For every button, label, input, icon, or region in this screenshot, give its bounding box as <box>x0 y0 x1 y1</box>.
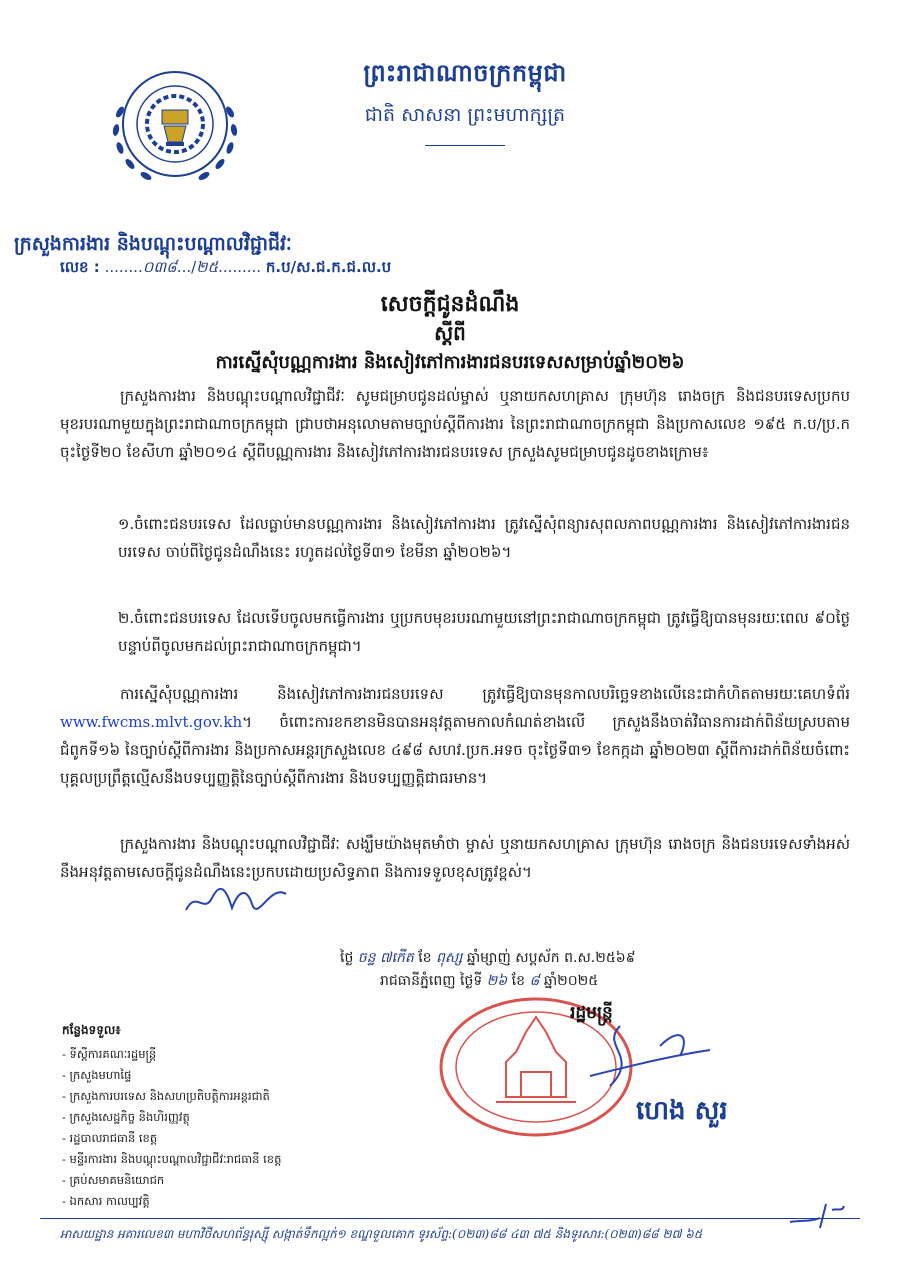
recipients-title: កន្លែងទទួល៖ <box>62 1023 121 1037</box>
website-link[interactable]: www.fwcms.mlvt.gov.kh <box>60 713 243 731</box>
list-item: - គ្រប់សមាគមនិយោជក <box>62 1173 165 1187</box>
list-item: - ក្រសួងសេដ្ឋកិច្ច និងហិរញ្ញវត្ថុ <box>62 1110 190 1124</box>
application-text-before: ការស្នើសុំបណ្ណការងារ និងសៀវភៅការងារជនបរទេស ត្រូវធ្វើឱ្យបានមុនកាលបរិច្ឆេទខាងលើនេះជាកំហិតតាមរយៈគេហទំព័រ <box>120 685 850 703</box>
kingdom-header <box>300 58 630 149</box>
date-block <box>330 948 830 992</box>
solar-date: រាជធានីភ្នំពេញ ថ្ងៃទី ២៦ ខែ ៨ ឆ្នាំ២០២៥ <box>380 973 599 989</box>
list-item: ១.ចំពោះជនបរទេស ដែលធ្លាប់មានបណ្ណការងារ និងសៀវភៅការងារ ត្រូវស្នើសុំពន្យារសុពលភាពបណ្ណការងារ និងសៀវភៅការងារជនបរទេស ចាប់ពីថ្ងៃជូនដំណឹងនេះ រហូតដល់ថ្ងៃទី៣១ ខែមីនា ឆ្នាំ២០២៦។ <box>118 515 850 561</box>
lunar-month-handwritten: ពុស្ស <box>435 950 463 966</box>
notice-subject: ការស្នើសុំបណ្ណការងារ និងសៀវភៅការងារជនបរទេសសម្រាប់ឆ្នាំ២០២៦ <box>215 352 685 373</box>
lunar-day-handwritten: ចន្ទ ៧កើត <box>357 950 414 966</box>
reference-year: ២៥ <box>196 258 219 276</box>
list-item: ២.ចំពោះជនបរទេស ដែលទើបចូលមកធ្វើការងារ ឬប្រកបមុខរបរណាមួយនៅព្រះរាជាណាចក្រកម្ពុជា ត្រូវធ្វើឱ្យបានមុនរយៈពេល ៩០ថ្ងៃ បន្ទាប់ពីចូលមកដល់ព្រះរាជាណាចក្រកម្ពុជា។ <box>118 609 850 655</box>
footer-address: អាសយដ្ឋាន អគារលេខ៣ មហាវិថីសហព័ន្ធរុស្ស៊ី សង្កាត់ទឹកល្អក់១ ខណ្ឌទួលគោក ទូរស័ព្ទ:(០២៣)៨៨ ៤៣ ៧៥ និងទូរសារ:(០២៣)៨៨ ២៧ ៦៥ <box>60 1227 703 1241</box>
minister-signature <box>560 1016 730 1106</box>
list-item: - ទីស្តីការគណៈរដ្ឋមន្ត្រី <box>62 1047 157 1061</box>
solar-day-handwritten: ២៦ <box>486 973 508 989</box>
notice-subtitle: ស្តីពី <box>434 321 466 345</box>
ministry-logo <box>100 52 250 202</box>
ornament-divider <box>425 141 505 149</box>
ministry-name: ក្រសួងការងារ និងបណ្តុះបណ្តាលវិជ្ជាជីវៈ <box>14 233 292 255</box>
reference-label: លេខ : <box>60 258 100 276</box>
minister-title: រដ្ឋមន្ត្រី <box>570 1003 613 1023</box>
list-item: - មន្ទីរការងារ និងបណ្តុះបណ្តាលវិជ្ជាជីវៈរាជធានី ខេត្ត <box>62 1152 282 1166</box>
recipients-list <box>62 1022 362 1212</box>
application-text-after: ។ ចំពោះការខកខានមិនបានអនុវត្តតាមកាលកំណត់ខាងលើ ក្រសួងនឹងចាត់វិធានការដាក់ពិន័យស្របតាមជំពូកទី១៦ នៃច្បាប់ស្តីពីការងារ និងប្រកាសអន្តរក្រសួងលេខ ៤៩៨ សហវ.ប្រក.អទច ចុះថ្ងៃទី៣១ ខែកក្កដា ឆ្នាំ២០២៣ ស្តីពីការដាក់ពិន័យចំពោះបុគ្គលប្រព្រឹត្តល្មើសនឹងបទប្បញ្ញត្តិនៃច្បាប់ស្តីពីការងារ និងបទប្បញ្ញត្តិជាធរមាន។ <box>60 713 850 787</box>
national-motto: ជាតិ សាសនា ព្រះមហាក្សត្រ <box>364 104 566 126</box>
minister-name: ហេង សួរ <box>636 1096 728 1126</box>
lunar-date: ថ្ងៃ ចន្ទ ៧កើត ខែ ពុស្ស ឆ្នាំម្សាញ់ សប្តស័ក ព.ស.២៥៦៩ <box>340 950 636 966</box>
list-item: - រដ្ឋបាលរាជធានី ខេត្ត <box>62 1131 158 1145</box>
reference-suffix: ក.ប/ស.ជ.ក.ជ.ល.ប <box>265 258 392 276</box>
initials-signature <box>182 880 292 920</box>
list-item: - ក្រសួងមហាផ្ទៃ <box>62 1068 132 1082</box>
application-paragraph <box>60 680 850 792</box>
kingdom-name: ព្រះរាជាណាចក្រកម្ពុជា <box>363 58 567 87</box>
footer-divider <box>40 1218 860 1219</box>
notice-title: សេចក្តីជូនដំណឹង <box>380 291 520 317</box>
list-item: - ឯកសារ កាលប្បវត្តិ <box>62 1194 150 1208</box>
intro-paragraph: ក្រសួងការងារ និងបណ្តុះបណ្តាលវិជ្ជាជីវៈ សូមជម្រាបជូនដល់ម្ចាស់ ឬនាយកសហគ្រាស ក្រុមហ៊ុន រោងចក្រ និងជនបរទេសប្រកបមុខរបរណាមួយក្នុងព្រះរាជាណាចក្រកម្ពុជា ជ្រាបថាអនុលោមតាមច្បាប់ស្តីពីការងារ នៃព្រះរាជាណាចក្រកម្ពុជា និងប្រកាសលេខ ១៩៥ ក.ប/ប្រ.ក ចុះថ្ងៃទី២០ ខែសីហា ឆ្នាំ២០១៤ ស្តីពីបណ្ណការងារ និងសៀវភៅការងារជនបរទេស ក្រសួងសូមជម្រាបជូនដូចខាងក្រោម៖ <box>60 387 850 461</box>
solar-month-handwritten: ៨ <box>529 973 540 989</box>
reference-line: លេខ : ........០៣៨.../២៥......... ក.ប/ស.ជ.ក.ជ.ល.ប <box>60 258 392 276</box>
list-item: - ក្រសួងការបរទេស និងសហប្រតិបត្តិការអន្តរជាតិ <box>62 1089 270 1103</box>
closing-paragraph: ក្រសួងការងារ និងបណ្តុះបណ្តាលវិជ្ជាជីវៈ សង្ឃឹមយ៉ាងមុតមាំថា ម្ចាស់ ឬនាយកសហគ្រាស ក្រុមហ៊ុន រោងចក្រ និងជនបរទេសទាំងអស់នឹងអនុវត្តតាមសេចក្តីជូនដំណឹងនេះប្រកបដោយប្រសិទ្ធភាព និងការទទួលខុសត្រូវខ្ពស់។ <box>60 835 850 881</box>
reference-number: ០៣៨ <box>142 258 177 276</box>
